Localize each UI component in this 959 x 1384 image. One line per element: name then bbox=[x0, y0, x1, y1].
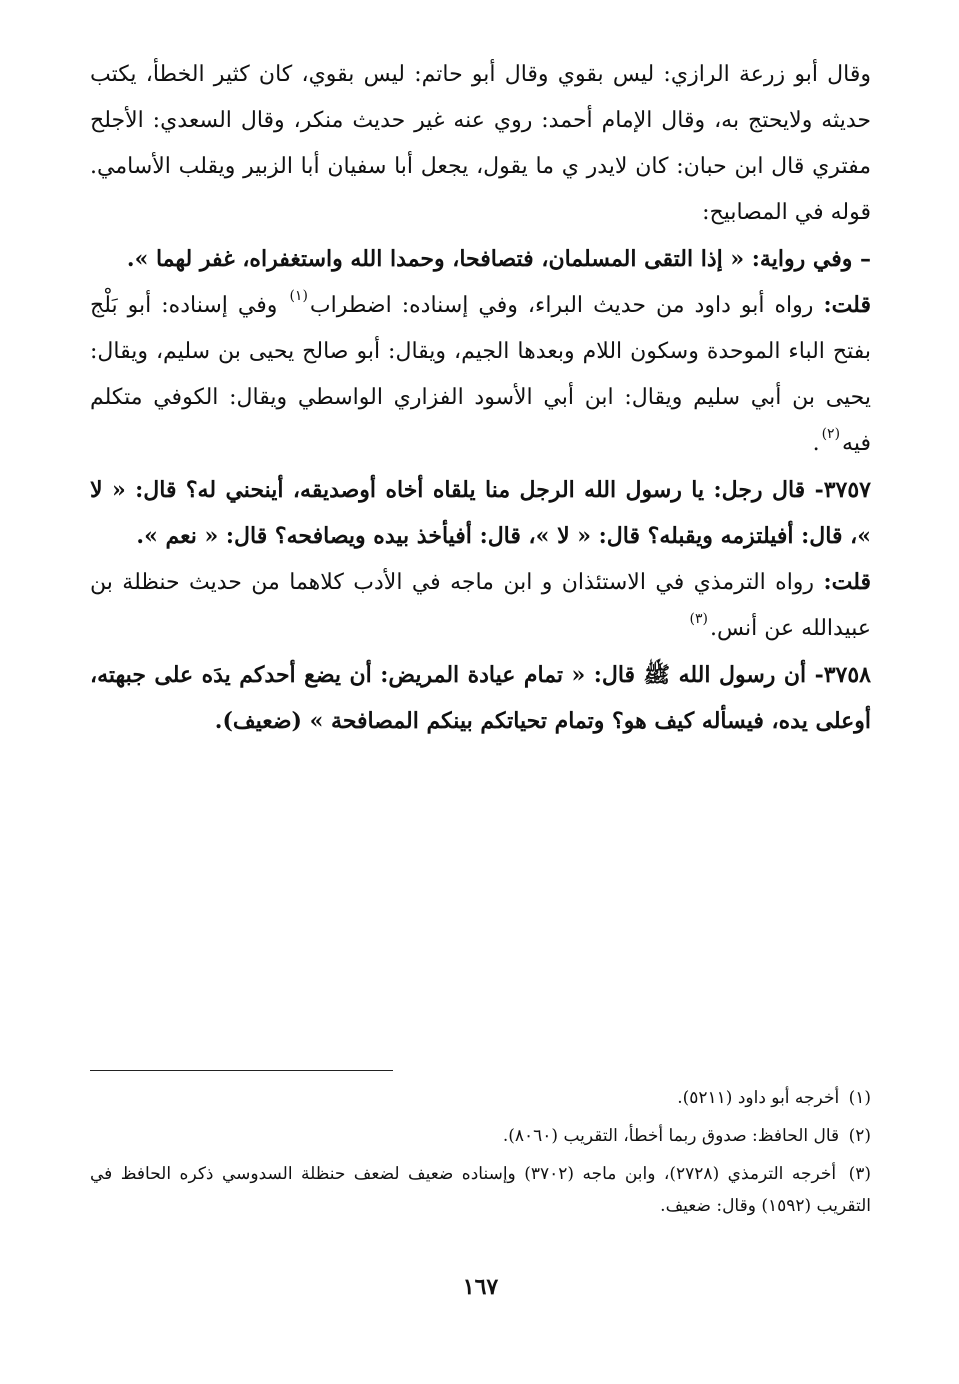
paragraph-text: رواه أبو داود من حديث البراء، وفي إسناده: اضطراب bbox=[309, 293, 814, 318]
footnote-separator bbox=[90, 1070, 393, 1071]
footnote-3 bbox=[90, 1158, 871, 1222]
footnote-ref-3[interactable]: (٣) bbox=[689, 611, 709, 627]
paragraph-commentary-1 bbox=[90, 282, 871, 467]
page-number: ١٦٧ bbox=[462, 1274, 499, 1300]
footnote-text: أخرجه الترمذي (٢٧٢٨)، وابن ماجه (٣٧٠٢) وإسناده ضعيف لضعف حنظلة السدوسي ذكره الحافظ في التقريب (١٥٩٢) وقال: ضعيف. bbox=[90, 1164, 871, 1216]
commentary-label: قلت: bbox=[823, 569, 871, 595]
footnote-number: (٣) bbox=[848, 1164, 871, 1184]
footnote-number: (١) bbox=[848, 1088, 871, 1108]
paragraph-narrator-criticism bbox=[90, 52, 871, 236]
paragraph-text: وفي إسناده: أبو بَلْج بفتح الباء الموحدة وسكون اللام وبعدها الجيم، ويقال: أبو صالح يحيى بن سليم، ويقال: يحيى بن أبي سليم ويقال: ابن أبي الأسود الفزاري الواسطي ويقال: الكوفي متكلم فيه bbox=[90, 293, 871, 456]
footnote-text: قال الحافظ: صدوق ربما أخطأ، التقريب (٨٠٦٠). bbox=[502, 1126, 840, 1146]
hadith-3757 bbox=[90, 467, 871, 559]
commentary-label: قلت: bbox=[823, 292, 871, 318]
footnote-ref-1[interactable]: (١) bbox=[289, 288, 308, 304]
footnote-2 bbox=[90, 1120, 871, 1152]
paragraph-end: . bbox=[812, 431, 820, 456]
footnotes bbox=[90, 1082, 871, 1228]
footnote-ref-2[interactable]: (٢) bbox=[821, 426, 841, 442]
page-content bbox=[90, 52, 871, 1384]
paragraph-text: رواه الترمذي في الاستئذان و ابن ماجه في الأدب كلاهما من حديث حنظلة بن عبيدالله عن أنس. bbox=[90, 570, 871, 641]
paragraph-commentary-2 bbox=[90, 559, 871, 652]
paragraph-text: ٣٧٥٧- قال رجل: يا رسول الله الرجل منا يلقاه أخاه أوصديقه، أينحني له؟ قال: « لا »، قال: أفيلتزمه ويقبله؟ قال: « لا »، قال: أفيأخذ بيده ويصافحه؟ قال: « نعم ». bbox=[90, 477, 871, 549]
paragraph-variant-narration bbox=[90, 236, 871, 282]
paragraph-text: ٣٧٥٨- أن رسول الله ﷺ قال: « تمام عيادة المريض: أن يضع أحدكم يدَه على جبهته، أوعلى يده، فيسأله كيف هو؟ وتمام تحياتكم بينكم المصافحة » (ضعيف). bbox=[90, 662, 871, 734]
hadith-3758 bbox=[90, 652, 871, 744]
paragraph-text: وقال أبو زرعة الرازي: ليس بقوي وقال أبو حاتم: ليس بقوي، كان كثير الخطأ، يكتب حديثه ولايحتج به، وقال الإمام أحمد: روي عنه غير حديث منكر، وقال السعدي: الأجلح مفتري قال ابن حبان: كان لايدر ي ما يقول، يجعل أبا سفيان أبا الزبير ويقلب الأسامي. قوله في المصابيح: bbox=[90, 62, 872, 225]
footnote-1 bbox=[90, 1082, 871, 1114]
footnote-text: أخرجه أبو داود (٥٢١١). bbox=[677, 1088, 840, 1108]
footnote-number: (٢) bbox=[848, 1126, 871, 1146]
paragraph-text: – وفي رواية: « إذا التقى المسلمان، فتصافحا، وحمدا الله واستغفراه، غفر لهما ». bbox=[126, 246, 871, 272]
